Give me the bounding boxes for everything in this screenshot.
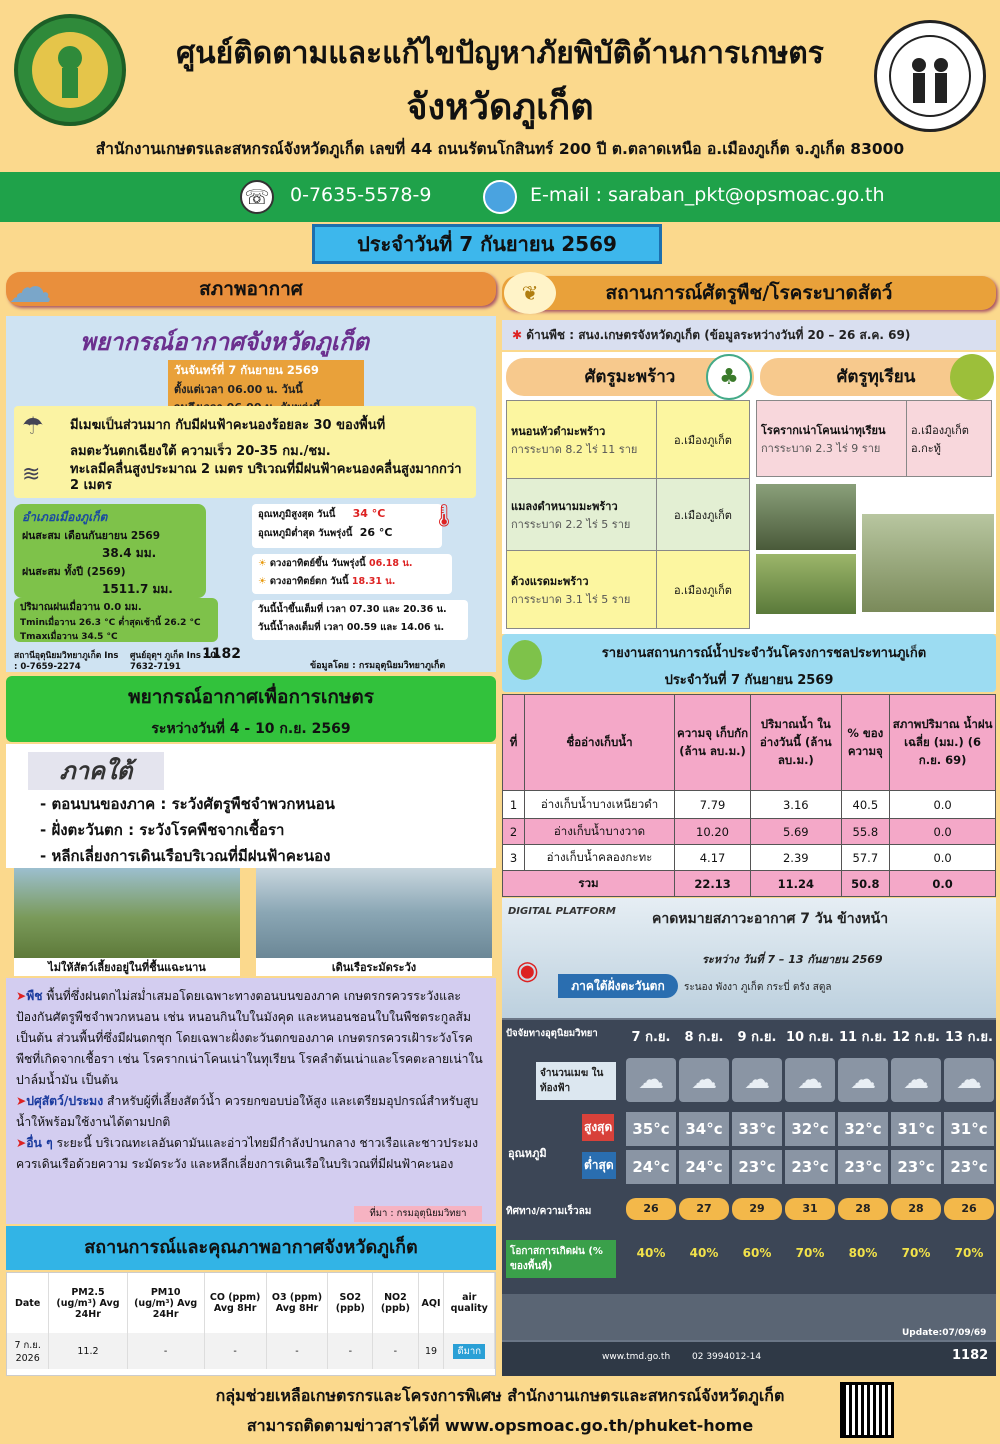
water-cell: 2: [503, 819, 525, 845]
wind-value: 27: [679, 1198, 729, 1220]
water-cell: 4.17: [675, 845, 751, 871]
header-address: สำนักงานเกษตรและสหกรณ์จังหวัดภูเก็ต เลขที่ 44 ถนนรัตนโกสินทร์ 200 ปี ต.ตลาดเหนือ อ.เมืองภูเก็ต จ.ภูเก็ต 83000: [95, 140, 905, 158]
water-header: [502, 634, 996, 692]
pest-district: อ.เมืองภูเก็ต: [911, 423, 969, 437]
wheat-icon: ❦: [504, 272, 556, 314]
min-label: ต่ำสุด: [582, 1152, 616, 1179]
pest-detail: การระบาด 2.2 ไร่ 5 ราย: [511, 517, 631, 531]
tmin-value: 24°c: [679, 1150, 729, 1184]
air-quality-badge: ดีมาก: [453, 1344, 485, 1359]
boat-photo: [256, 868, 492, 958]
pest-section-title: สถานการณ์ศัตรูพืช/โรคระบาดสัตว์: [502, 276, 996, 310]
day-label: 7 ก.ย.: [631, 1030, 671, 1045]
pest-detail: การระบาด 8.2 ไร่ 11 ราย: [511, 442, 638, 456]
tmax-value: 31°c: [891, 1112, 941, 1146]
water-cell: 50.8: [841, 871, 890, 897]
water-cell: อ่างเก็บน้ำคลองกะทะ: [525, 845, 675, 871]
wind-value: 29: [732, 1198, 782, 1220]
rain-yesterday: ปริมาณฝนเมื่อวาน 0.0 มม.: [20, 602, 142, 613]
agri-forecast-header: [6, 676, 496, 742]
max-today: 34 °C: [352, 507, 386, 520]
tmin-yesterday: Tminเมื่อวาน 26.3 °C: [20, 618, 116, 628]
water-cell: รวม: [503, 871, 675, 897]
sunrise: 06.18 น.: [368, 558, 413, 569]
weather-section-title: สภาพอากาศ: [6, 272, 496, 306]
cloud-icon: ☁: [679, 1058, 729, 1102]
cloud-icon: ☁: [732, 1058, 782, 1102]
tmin-value: 23°c: [838, 1150, 888, 1184]
rain-cloud-icon: ☂: [22, 412, 44, 440]
water-cell: 40.5: [841, 791, 890, 819]
advice-other-head: อื่น ๆ: [26, 1136, 53, 1150]
water-cell: 0.0: [890, 791, 996, 819]
forecast-date: วันจันทร์ที่ 7 กันยายน 2569: [174, 363, 319, 377]
forecast7-hotline: 1182: [952, 1348, 989, 1363]
water-row: [503, 845, 996, 871]
temp-box: [252, 504, 442, 548]
rain-year-label: ฝนสะสม ทั้งปี (2569): [22, 566, 126, 578]
forecast-line3: ทะเลมีคลื่นสูงประมาณ 2 เมตร บริเวณที่มีฝนฟ้าคะนองคลื่นสูงมากกว่า 2 เมตร: [70, 462, 462, 493]
pest-district: อ.กะทู้: [911, 441, 941, 455]
pest-name: แมลงดำหนามมะพร้าว: [511, 499, 618, 513]
wind-label: ทิศทาง/ความเร็วลม: [506, 1206, 592, 1217]
day-label: 8 ก.ย.: [684, 1030, 724, 1045]
air-header-row: [7, 1273, 495, 1333]
pest-district: อ.เมืองภูเก็ต: [657, 479, 750, 551]
email: E-mail : saraban_pkt@opsmoac.go.th: [530, 184, 885, 206]
water-cell: 1: [503, 791, 525, 819]
coconut-tab: ศัตรูมะพร้าว: [506, 358, 754, 396]
forecast7-phone: 02 3994012-14: [692, 1352, 762, 1362]
tmin-value: 23°c: [891, 1150, 941, 1184]
agri-forecast-period: ระหว่างวันที่ 4 - 10 ก.ย. 2569: [151, 721, 351, 737]
air-title: สถานการณ์และคุณภาพอากาศจังหวัดภูเก็ต: [6, 1226, 496, 1270]
water-cell: 10.20: [675, 819, 751, 845]
air-header: SO2 (ppb): [328, 1273, 373, 1333]
day-label: 12 ก.ย.: [892, 1030, 940, 1045]
tide-high: วันนี้น้ำขึ้นเต็มที่ เวลา 07.30 และ 20.36 น.: [258, 604, 447, 615]
pest-detail: การระบาด 2.3 ไร่ 9 ราย: [761, 441, 881, 455]
advice-livestock: สำหรับผู้ที่เลี้ยงสัตว์น้ำ ควรยกขอบบ่อให้สูง และเตรียมอุปกรณ์สำหรับสูบน้ำให้พร้อมใช้งานได้ตามปกติ: [16, 1094, 479, 1129]
pest-name: ด้วงแรดมะพร้าว: [511, 574, 589, 588]
min-tomorrow-label: อุณหภูมิต่ำสุด วันพรุ่งนี้: [258, 528, 353, 539]
leaf-beetle-photo: [756, 554, 856, 614]
agri-item-3: - หลีกเลี่ยงการเดินเรือบริเวณที่มีฝนฟ้าคะนอง: [40, 847, 331, 865]
advice-crop: พื้นที่ซึ่งฝนตกไม่สม่ำเสมอโดยเฉพาะทางตอนบนของภาค เกษตรกรควรระวังและป้องกันศัตรูพืชจำพวกหนอน เช่น หนอนกินใบในมังคุด และหนอนชอนใบในพืชตระกูลส้ม เป็นต้น ส่วนพื้นที่ซึ่งมีฝนตกชุก โดยเฉพาะฝั่งตะวันตกของภาค เกษตรกรควรเฝ้าระวังโรคพืชที่เกิดจากเชื้อรา เช่น โรครากเน่าโคนเน่าในทุเรียน โรคลำต้นเน่าและโรคตะลายเน่าในปาล์มน้ำมัน เป็นต้น: [16, 989, 483, 1087]
agri-item-1: - ตอนบนของภาค : ระวังศัตรูพืชจำพวกหนอน: [40, 795, 335, 813]
tmin-value: 24°c: [626, 1150, 676, 1184]
forecast-line2: ลมตะวันตกเฉียงใต้ ความเร็ว 20-35 กม./ชม.: [70, 444, 331, 459]
yesterday-box: [14, 598, 218, 642]
wind-value: 26: [944, 1198, 994, 1220]
water-date: ประจำวันที่ 7 กันยายน 2569: [664, 673, 834, 688]
advice-crop-head: พืช: [26, 989, 43, 1003]
qr-code[interactable]: [840, 1382, 894, 1438]
air-header: air quality: [444, 1273, 495, 1333]
cloud-label: จำนวนเมฆ ในท้องฟ้า: [536, 1062, 616, 1100]
water-cell: 0.0: [890, 819, 996, 845]
water-col: % ของ ความจุ: [841, 695, 890, 791]
air-header: AQI: [418, 1273, 444, 1333]
air-header: Date: [7, 1273, 49, 1333]
max-today-label: อุณหภูมิสูงสุด วันนี้: [258, 509, 336, 520]
rain-value: 80%: [848, 1246, 878, 1260]
pest-row: [757, 401, 992, 477]
forecast7-update: Update:07/09/69: [902, 1328, 987, 1338]
rain-month: 38.4 มม.: [102, 546, 157, 560]
air-header: CO (ppm) Avg 8Hr: [204, 1273, 266, 1333]
max-label: สูงสุด: [582, 1114, 614, 1141]
date-banner: ประจำวันที่ 7 กันยายน 2569: [312, 224, 662, 264]
water-row: [503, 819, 996, 845]
agri-item-2: - ฝั่งตะวันตก : ระวังโรคพืชจากเชื้อรา: [40, 821, 285, 839]
water-cell: 3: [503, 845, 525, 871]
water-col: ปริมาณน้ำ ในอ่างวันนี้ (ล้าน ลบ.ม.): [751, 695, 841, 791]
wave-icon: ≋: [22, 462, 41, 487]
cloud-icon: ☁: [838, 1058, 888, 1102]
water-table: [502, 694, 996, 897]
air-cell: -: [127, 1333, 204, 1369]
weather-cloud-icon: ☁: [8, 262, 52, 313]
factor-label: ปัจจัยทางอุตุนิยมวิทยา: [506, 1028, 598, 1039]
tmin-morning: ต่ำสุดเช้านี้ 26.2 °C: [118, 618, 201, 628]
cloud-icon: ☁: [785, 1058, 835, 1102]
advice-panel: [6, 978, 496, 1224]
advice-livestock-head: ปศุสัตว์/ประมง: [26, 1094, 104, 1108]
tmin-value: 23°c: [732, 1150, 782, 1184]
water-cell: 3.16: [751, 791, 841, 819]
location-icon: ◉: [516, 956, 539, 986]
air-table: [7, 1273, 495, 1369]
sunset-label: ดวงอาทิตย์ตก วันนี้: [269, 576, 349, 587]
tmax-value: 35°c: [626, 1112, 676, 1146]
sunset-icon: ☀: [258, 576, 267, 587]
header-subtitle: จังหวัดภูเก็ต: [406, 87, 594, 128]
agri-forecast-title: พยากรณ์อากาศเพื่อการเกษตร: [128, 686, 374, 708]
air-row: [7, 1333, 495, 1369]
tide-box: [252, 600, 468, 640]
air-cell: 19: [418, 1333, 444, 1369]
air-table-wrap: [6, 1272, 496, 1376]
forecast7-provinces: ระนอง พังงา ภูเก็ต กระบี่ ตรัง สตูล: [684, 982, 832, 993]
air-header: PM2.5 (ug/m³) Avg 24Hr: [49, 1273, 127, 1333]
forecast7-panel: [502, 898, 996, 1376]
temp-label: อุณหภูมิ: [508, 1147, 547, 1160]
water-col: ชื่ออ่างเก็บน้ำ: [525, 695, 675, 791]
min-tomorrow: 26 °C: [359, 526, 393, 539]
region-label: ภาคใต้: [28, 752, 164, 790]
forecast-line1: มีเมฆเป็นส่วนมาก กับมีฝนฟ้าคะนองร้อยละ 30 ของพื้นที่: [70, 418, 386, 433]
district-box: [14, 504, 206, 598]
water-row: [503, 791, 996, 819]
pest-row: [507, 551, 750, 629]
water-cell: 55.8: [841, 819, 890, 845]
durian-tab: ศัตรูทุเรียน: [760, 358, 992, 396]
caption-cow: ไม่ให้สัตว์เลี้ยงอยู่ในที่ชื้นแฉะนาน: [14, 958, 240, 976]
arrow-icon: ➤: [16, 989, 27, 1003]
dam-icon: [508, 640, 542, 680]
pest-name: หนอนหัวดำมะพร้าว: [511, 424, 606, 438]
cloud-icon: ☁: [891, 1058, 941, 1102]
durian-pest-table: [756, 400, 992, 477]
forecast7-period: ระหว่าง วันที่ 7 – 13 กันยายน 2569: [702, 953, 883, 966]
globe-icon: [483, 180, 517, 214]
air-cell: -: [373, 1333, 418, 1369]
rain-chance-label: โอกาสการเกิดฝน (% ของพื้นที่): [506, 1240, 616, 1278]
day-label: 9 ก.ย.: [737, 1030, 777, 1045]
advice-source: ที่มา : กรมอุตุนิยมวิทยา: [354, 1206, 482, 1222]
advice-other: ระยะนี้ บริเวณทะเลอันดามันและอ่าวไทยมีกำลังปานกลาง ชาวเรือและชาวประมงควรเดินเรือด้วยความ ระมัดระวัง และหลีกเลี่ยงการเดินเรือในบริเวณที่มีฝนฟ้าคะนอง: [16, 1136, 479, 1171]
day-label: 13 ก.ย.: [945, 1030, 993, 1045]
station-2: ศูนย์อุตุฯ ภูเก็ต Ins : 0-7632-7191: [130, 651, 220, 672]
pest-source-text: ด้านพืช : สนง.เกษตรจังหวัดภูเก็ต (ข้อมูลระหว่างวันที่ 20 – 26 ส.ค. 69): [526, 328, 911, 342]
header-title: ศูนย์ติดตามและแก้ไขปัญหาภัยพิบัติด้านการเกษตร: [176, 36, 824, 71]
water-cell: 11.24: [751, 871, 841, 897]
pest-district: อ.เมืองภูเก็ต: [657, 551, 750, 629]
cow-photo: [14, 868, 240, 958]
water-cell: 57.7: [841, 845, 890, 871]
rain-value: 60%: [742, 1246, 772, 1260]
water-title: รายงานสถานการณ์น้ำประจำวันโครงการชลประทานภูเก็ต: [601, 646, 927, 661]
water-col: ที่: [503, 695, 525, 791]
phone-number: 0-7635-5578-9: [290, 184, 432, 206]
water-header-row: [503, 695, 996, 791]
province-logo: [874, 20, 986, 132]
footer-line1: กลุ่มช่วยเหลือเกษตรกรและโครงการพิเศษ สำนักงานเกษตรและสหกรณ์จังหวัดภูเก็ต: [215, 1386, 785, 1405]
water-cell: อ่างเก็บน้ำบางเหนียวดำ: [525, 791, 675, 819]
water-col: สภาพปริมาณ น้ำฝนเฉลี่ย (มม.) (6 ก.ย. 69): [890, 695, 996, 791]
phone-icon: ☏: [240, 180, 274, 214]
arrow-icon: ➤: [16, 1136, 27, 1150]
rain-value: 40%: [636, 1246, 666, 1260]
rain-value: 70%: [901, 1246, 931, 1260]
air-header: NO2 (ppb): [373, 1273, 418, 1333]
water-cell: อ่างเก็บน้ำบางวาด: [525, 819, 675, 845]
pest-row: [507, 479, 750, 551]
water-cell: 2.39: [751, 845, 841, 871]
footer-line2: สามารถติดตามข่าวสารได้ที่ www.opsmoac.go.th/phuket-home: [246, 1416, 754, 1435]
air-cell: -: [266, 1333, 328, 1369]
beetle-photo: [756, 484, 856, 550]
wind-value: 31: [785, 1198, 835, 1220]
wind-value: 26: [626, 1198, 676, 1220]
air-cell: 7 ก.ย. 2026: [7, 1333, 49, 1369]
tmax-value: 33°c: [732, 1112, 782, 1146]
tmax-value: 31°c: [944, 1112, 994, 1146]
tmax-value: 32°c: [838, 1112, 888, 1146]
rain-value: 70%: [954, 1246, 984, 1260]
wind-value: 28: [838, 1198, 888, 1220]
tmax-yesterday: Tmaxเมื่อวาน 34.5 °C: [20, 632, 118, 642]
forecast-from: ตั้งแต่เวลา 06.00 น. วันนี้: [174, 383, 303, 396]
pest-row: [507, 401, 750, 479]
cloud-icon: ☁: [626, 1058, 676, 1102]
sunrise-icon: ☀: [258, 558, 267, 569]
pest-district: อ.เมืองภูเก็ต: [657, 401, 750, 479]
forecast7-title: คาดหมายสภาวะอากาศ 7 วัน ข้างหน้า: [652, 911, 889, 927]
palm-icon: ♣: [706, 354, 752, 400]
cloud-icon: ☁: [944, 1058, 994, 1102]
tmin-value: 23°c: [785, 1150, 835, 1184]
day-label: 11 ก.ย.: [839, 1030, 887, 1045]
sunrise-label: ดวงอาทิตย์ขึ้น วันพรุ่งนี้: [269, 558, 366, 569]
arrow-icon: ➤: [16, 1094, 27, 1108]
water-cell: 22.13: [675, 871, 751, 897]
air-header: PM10 (ug/m³) Avg 24Hr: [127, 1273, 204, 1333]
forecast7-platform: DIGITAL PLATFORM: [508, 906, 616, 917]
tmax-value: 34°c: [679, 1112, 729, 1146]
caption-boat: เดินเรือระมัดระวัง: [256, 958, 492, 976]
rain-value: 70%: [795, 1246, 825, 1260]
tide-low: วันนี้น้ำลงเต็มที่ เวลา 00.59 และ 14.06 น.: [258, 622, 445, 633]
rain-year: 1511.7 มม.: [102, 582, 173, 596]
pest-name: โรครากเน่าโคนเน่าทุเรียน: [761, 423, 886, 437]
tmin-value: 23°c: [944, 1150, 994, 1184]
air-cell: -: [328, 1333, 373, 1369]
air-cell: -: [204, 1333, 266, 1369]
sunset: 18.31 น.: [351, 576, 396, 587]
forecast-title: พยากรณ์อากาศจังหวัดภูเก็ต: [80, 328, 369, 356]
water-cell: 0.0: [890, 871, 996, 897]
forecast7-region: ภาคใต้ฝั่งตะวันตก: [558, 974, 678, 998]
pest-detail: การระบาด 3.1 ไร่ 5 ราย: [511, 592, 631, 606]
air-header: O3 (ppm) Avg 8Hr: [266, 1273, 328, 1333]
tmax-value: 32°c: [785, 1112, 835, 1146]
district-name: อำเภอเมืองภูเก็ต: [22, 510, 108, 524]
air-cell: 11.2: [49, 1333, 127, 1369]
water-cell: 7.79: [675, 791, 751, 819]
pest-source: [512, 326, 910, 345]
weather-source: ข้อมูลโดย : กรมอุตุนิยมวิทยาภูเก็ต: [310, 661, 446, 671]
durian-icon: [950, 354, 994, 400]
water-cell: 5.69: [751, 819, 841, 845]
water-col: ความจุ เก็บกัก (ล้าน ลบ.ม.): [675, 695, 751, 791]
flower-icon: ✱: [512, 328, 523, 342]
weather-hotline: 1182: [202, 646, 241, 662]
forecast7-website: www.tmd.go.th: [602, 1352, 671, 1362]
coconut-pest-table: [506, 400, 750, 629]
rain-value: 40%: [689, 1246, 719, 1260]
station-1: สถานีอุตุนิยมวิทยาภูเก็ต Ins : 0-7659-2274: [14, 651, 119, 672]
wind-value: 28: [891, 1198, 941, 1220]
sun-box: [252, 554, 452, 594]
caterpillar-photo: [862, 514, 994, 612]
day-label: 10 ก.ย.: [786, 1030, 834, 1045]
water-cell: 0.0: [890, 845, 996, 871]
thermometer-icon: 🌡: [430, 504, 458, 529]
rain-month-label: ฝนสะสม เดือนกันยายน 2569: [22, 530, 161, 542]
water-total-row: [503, 871, 996, 897]
